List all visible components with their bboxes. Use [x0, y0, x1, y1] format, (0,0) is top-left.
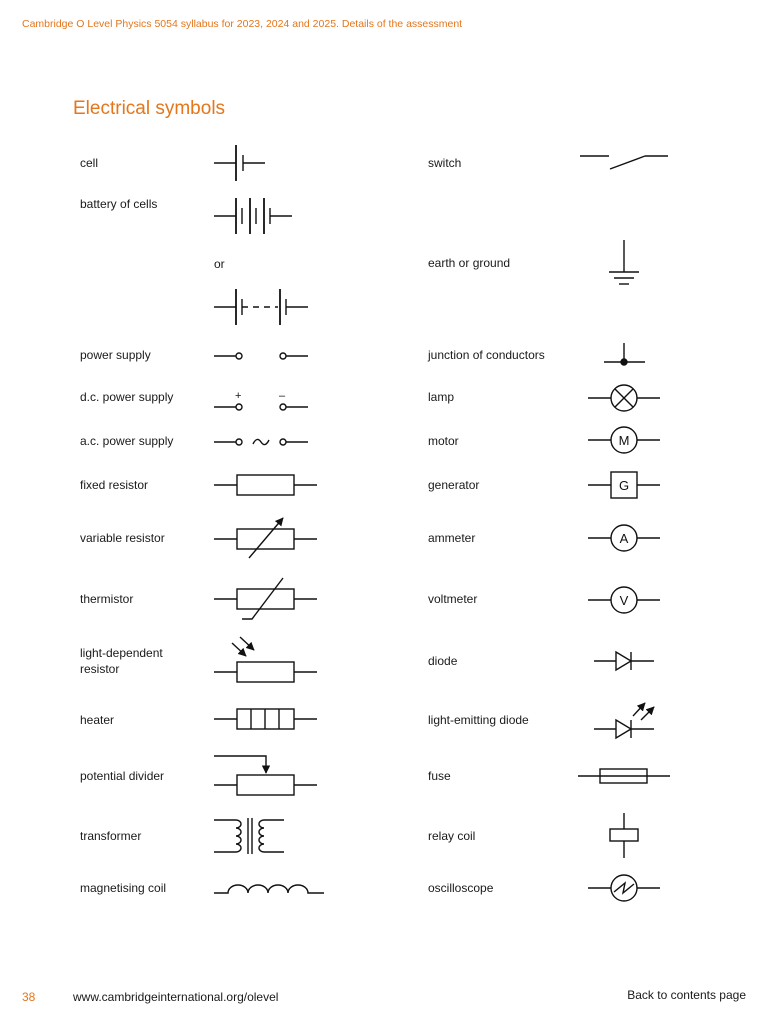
ac-power-supply-symbol	[214, 439, 308, 445]
lamp-symbol	[588, 385, 660, 411]
cell-symbol	[214, 145, 265, 181]
page-number: 38	[22, 990, 36, 1004]
label-generator: generator	[428, 478, 480, 492]
label-diode: diode	[428, 654, 458, 668]
label-battery: battery of cells	[80, 197, 158, 211]
running-header: Cambridge O Level Physics 5054 syllabus for 2023, 2024 and 2025. Details of the assessment	[22, 18, 463, 30]
heater-symbol	[214, 709, 317, 729]
minus-sign: –	[279, 390, 286, 402]
label-voltmeter: voltmeter	[428, 592, 478, 606]
motor-letter: M	[618, 433, 630, 448]
label-or: or	[214, 257, 225, 271]
variable-resistor-symbol	[214, 518, 317, 558]
motor-symbol	[588, 427, 660, 453]
label-power-supply: power supply	[80, 348, 151, 362]
label-ldr-line2: resistor	[80, 662, 120, 676]
label-transformer: transformer	[80, 829, 142, 843]
thermistor-symbol	[214, 578, 317, 619]
dc-power-supply-symbol	[214, 390, 308, 410]
power-supply-symbol	[214, 353, 308, 359]
label-switch: switch	[428, 156, 462, 170]
label-led: light-emitting diode	[428, 713, 529, 727]
battery-symbol	[214, 198, 292, 234]
transformer-symbol	[214, 818, 284, 854]
back-to-contents-link[interactable]: Back to contents page	[627, 988, 746, 1002]
battery-alt-symbol	[214, 289, 308, 325]
junction-symbol	[604, 343, 645, 365]
label-oscilloscope: oscilloscope	[428, 881, 494, 895]
fixed-resistor-symbol	[214, 475, 317, 495]
label-dc-power-supply: d.c. power supply	[80, 390, 174, 404]
label-ldr-line1: light-dependent	[80, 646, 163, 660]
label-magnetising-coil: magnetising coil	[80, 881, 167, 895]
label-ammeter: ammeter	[428, 531, 476, 545]
label-fuse: fuse	[428, 769, 451, 783]
fuse-symbol	[578, 769, 670, 783]
label-relay-coil: relay coil	[428, 829, 476, 843]
label-motor: motor	[428, 434, 459, 448]
label-lamp: lamp	[428, 390, 455, 404]
relay-coil-symbol	[610, 813, 638, 858]
label-fixed-resistor: fixed resistor	[80, 478, 149, 492]
label-junction: junction of conductors	[428, 348, 545, 362]
ammeter-letter: A	[619, 531, 629, 546]
label-ac-power-supply: a.c. power supply	[80, 434, 174, 448]
label-thermistor: thermistor	[80, 592, 134, 606]
switch-symbol	[580, 156, 668, 169]
potential-divider-symbol	[214, 756, 317, 795]
label-heater: heater	[80, 713, 115, 727]
voltmeter-letter: V	[619, 593, 629, 608]
led-symbol	[594, 703, 654, 738]
magnetising-coil-symbol	[214, 885, 324, 893]
label-earth: earth or ground	[428, 256, 511, 270]
label-cell: cell	[80, 156, 99, 170]
generator-letter: G	[618, 478, 630, 493]
generator-symbol	[588, 472, 660, 498]
page-title: Electrical symbols	[73, 98, 226, 119]
ldr-symbol	[214, 637, 317, 682]
earth-symbol	[609, 240, 639, 284]
ammeter-symbol	[588, 525, 660, 551]
diode-symbol	[594, 652, 654, 670]
plus-sign: +	[235, 390, 242, 402]
voltmeter-symbol	[588, 587, 660, 613]
oscilloscope-symbol	[588, 875, 660, 901]
label-variable-resistor: variable resistor	[80, 531, 165, 545]
footer-url[interactable]: www.cambridgeinternational.org/olevel	[73, 990, 279, 1004]
label-potential-divider: potential divider	[80, 769, 165, 783]
